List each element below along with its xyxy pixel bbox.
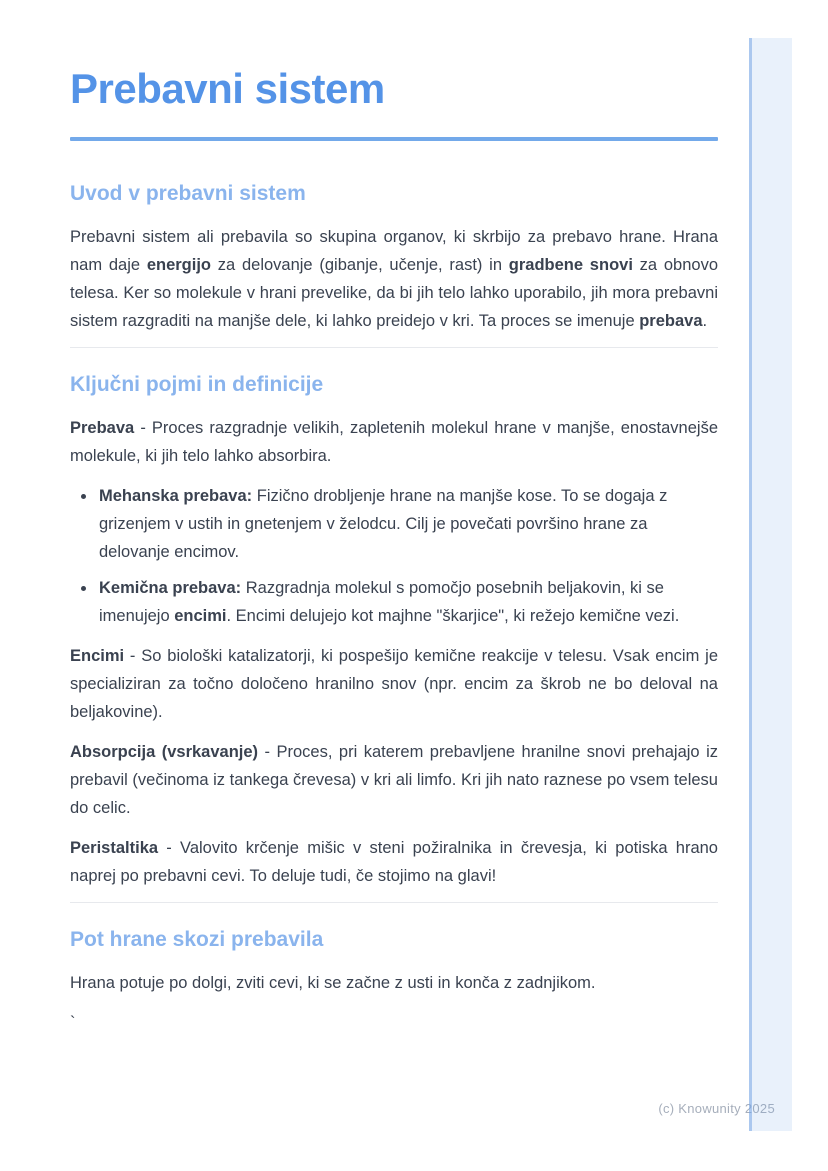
text-segment: - Proces, pri katerem prebavljene hranilne snovi prehajajo iz prebavil (večinoma iz tankega črevesa) v kri ali limfo. Kri jih nato raznese po vsem telesu do celic. (70, 743, 718, 817)
document-section (70, 347, 718, 890)
bold-term: Mehanska prebava: (99, 487, 253, 505)
text-segment: za obnovo telesa. Ker so molekule v hrani prevelike, da bi jih telo lahko uporabilo, jih mora prebavni sistem razgraditi na manjše dele, ki lahko preidejo v kri. Ta proces se imenuje (70, 256, 718, 330)
document-section (70, 181, 718, 335)
paragraph (70, 223, 718, 335)
section-heading: Uvod v prebavni sistem (70, 182, 306, 205)
text-segment: - Valovito krčenje mišic v steni požiralnika in črevesja, ki potiska hrano naprej po prebavni cevi. To deluje tudi, če stojimo na glavi! (70, 839, 718, 885)
document-section (70, 902, 718, 997)
right-margin-highlight-bar (749, 38, 792, 1131)
paragraph (70, 969, 718, 997)
list-item (97, 482, 718, 566)
section-heading: Pot hrane skozi prebavila (70, 928, 324, 951)
text-segment: - Proces razgradnje velikih, zapletenih molekul hrane v manjše, enostavnejše molekule, ki jih telo lahko absorbira. (70, 419, 718, 465)
paragraph (70, 738, 718, 822)
paragraph (70, 642, 718, 726)
stray-backtick: ` (70, 1014, 76, 1032)
section-divider (70, 347, 718, 348)
paragraph (70, 414, 718, 470)
bold-term: Absorpcija (vsrkavanje) (70, 743, 259, 761)
text-segment: - So biološki katalizatorji, ki pospešijo kemične reakcije v telesu. Vsak encim je specializiran za točno določeno hranilno snov (npr. encim za škrob ne bo deloval na beljakovine). (70, 647, 718, 721)
bold-term: Peristaltika (70, 839, 159, 857)
text-segment: Fizično drobljenje hrane na manjše kose. To se dogaja z grizenjem v ustih in gnetenjem v želodcu. Cilj je povečati površino hrane za delovanje encimov. (99, 487, 668, 561)
bold-term: Prebava (70, 419, 135, 437)
text-segment: Hrana potuje po dolgi, zviti cevi, ki se začne z usti in konča z zadnjikom. (70, 974, 596, 992)
text-segment: . (702, 312, 708, 330)
paragraph (70, 834, 718, 890)
content-column (70, 66, 718, 1037)
section-heading: Ključni pojmi in definicije (70, 373, 324, 396)
section-divider (70, 902, 718, 903)
page-title: Prebavni sistem (70, 65, 385, 112)
bold-term: energijo (146, 256, 212, 274)
bullet-list (70, 482, 718, 630)
text-segment: za delovanje (gibanje, učenje, rast) in (211, 256, 509, 274)
bold-term: Encimi (70, 647, 125, 665)
title-underline (70, 137, 718, 141)
copyright-footer: (c) Knowunity 2025 (658, 1101, 775, 1116)
text-segment: Prebavni sistem ali prebavila so skupina organov, ki skrbijo za prebavo hrane. Hrana nam daje (70, 228, 718, 274)
bold-term: Kemična prebava: (99, 579, 242, 597)
text-segment: Razgradnja molekul s pomočjo posebnih beljakovin, ki se imenujejo (99, 579, 664, 625)
bold-term: prebava (639, 312, 703, 330)
bold-term: gradbene snovi (508, 256, 633, 274)
list-item (97, 574, 718, 630)
bold-term: encimi (174, 607, 227, 625)
text-segment: . Encimi delujejo kot majhne "škarjice", ki režejo kemične vezi. (226, 607, 680, 625)
document-body (70, 181, 718, 997)
